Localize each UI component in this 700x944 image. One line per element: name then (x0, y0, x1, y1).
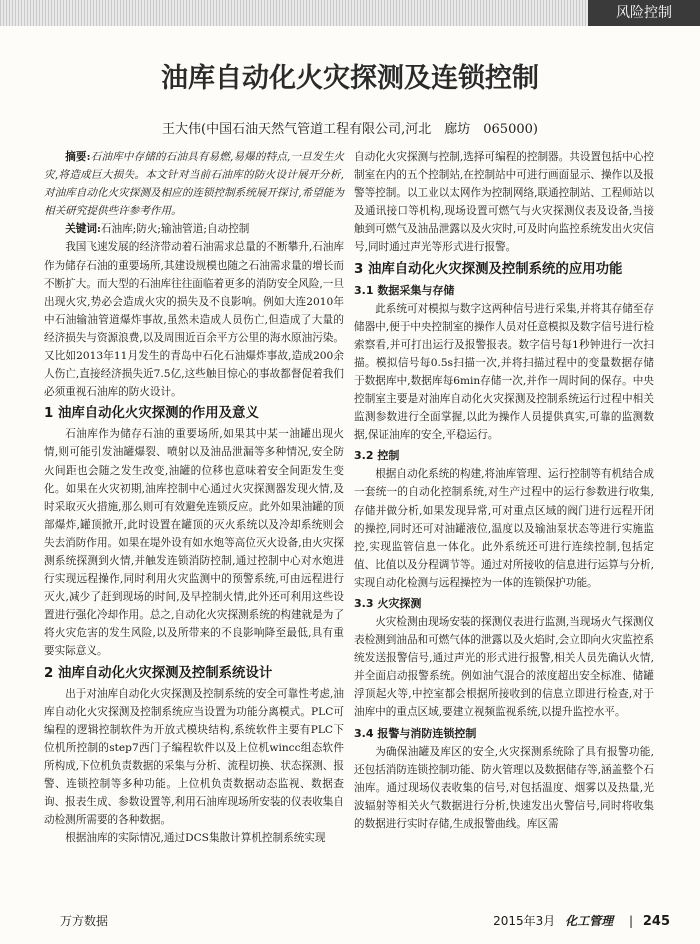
section-2-paragraph-2: 根据油库的实际情况,通过DCS集散计算机控制系统实现 (65, 832, 326, 845)
section-3-4-paragraph: 为确保油罐及库区的安全,火灾探测系统除了具有报警功能,还包括消防连锁控制功能、防火管理以及数据储存等,涵盖整个石油库。通过现场仪表收集的信号,对包括温度、烟雾以及热量,光波辐射等相关火气数据进行分析,快速发出火警信号,同时将收集的数据进行实时存储,生成报警曲线。库区需 (354, 745, 654, 830)
footer-date: 2015年3月 (493, 914, 556, 928)
top-decorative-band (0, 0, 700, 26)
footer-publication (493, 912, 670, 929)
section-1-paragraph: 石油库作为储存石油的重要场所,如果其中某一油罐出现火情,则可能引发油罐爆裂、喷射以及油品泄漏等多种情况,安全防火间距也会随之发生改变,油罐的位移也意味着安全间距发生变化。如果在火灾初期,油库控制中心通过火灾探测器发现火情,及时采取灭火措施,那么则可有效避免连锁反应。此外如果油罐的顶部爆炸,罐顶掀开,此时设置在罐顶的灭火系统以及冷却系统则会失去消防作用。如果在堤外设有如水炮等高位灭火设备,由火灾探测系统探测到火情,并触发连锁消防控制,通过控制中心对水炮进行实现远程操作,同时利用火灾监测中的预警系统,可由远程进行灭火,减少了赶到现场的时间,及早控制火情,此外还可利用这些设置进行强化冷却作用。总之,自动化火灾探测系统的构建就是为了将火灾危害的发生风险,以及所带来的不良影响降至最低,具有重要实际意义。 (44, 428, 344, 658)
section-3-2-heading: 3.2 控制 (354, 449, 400, 463)
abstract (44, 148, 344, 220)
author-line: 王大伟(中国石油天然气管道工程有限公司,河北 廊坊 065000) (162, 122, 538, 137)
section-2-heading: 2 油库自动化火灾探测及控制系统设计 (44, 665, 273, 681)
page-number: 245 (642, 914, 670, 929)
abstract-label: 摘要: (65, 151, 91, 163)
section-3-2-paragraph: 根据自动化系统的构建,将油库管理、运行控制等有机结合成一套统一的自动化控制系统,对生产过程中的运行参数进行收集,存储并做分析,如果发现异常,可对重点区域的阀门进行远程开闭的操控,同时还可对油罐液位,温度以及输油泵状态等进行实施监控,实现监管信息一体化。此外系统还可进行连续控制,包括定值、比值以及分程调节等。通过对所接收的信息进行运算与分析,实现自动化检测与远程操控为一体的连锁保护功能。 (354, 468, 654, 589)
section-2-paragraph-1: 出于对油库自动化火灾探测及控制系统的安全可靠性考虑,油库自动化火灾探测及控制系统应当设置为功能分离模式。PLC可编程的逻辑控制软件为开放式模块结构,系统软件主要有PLC下位机所控制的step7西门子编程软件以及上位机wincc组态软件所构成,下位机负责数据的采集与分析、流程切换、状态探测、报警、连锁控制等多种功能。上位机负责数据动态监视、数据查询、报表生成、参数设置等,利用石油库现场所安装的仪表收集自动检测所需要的各种数据。 (44, 687, 344, 827)
article-title: 油库自动化火灾探测及连锁控制 (161, 63, 539, 94)
footer-separator: | (628, 914, 634, 928)
keywords-text: 石油库;防火;输油管道;自动控制 (100, 223, 250, 236)
section-1-heading: 1 油库自动化火灾探测的作用及意义 (44, 406, 259, 422)
section-3-1-paragraph: 此系统可对模拟与数字这两种信号进行采集,并将其存储至存储器中,便于中央控制室的操作人员对任意模拟及数字信号进行检索察看,并可打出运行及报警报表。数字信号每1秒钟进行一次扫描。模拟信号每0.5s扫描一次,并将扫描过程中的变量数据存储于数据库中,数据库每6min存储一次,并作一周时间的保存。中央控制室主要是对油库自动化火灾探测及控制系统运行过程中相关监测参数进行全面掌握,以此为操作人员提供真实,可靠的监测数据,保证油库的安全,平稳运行。 (354, 302, 654, 442)
section-3-3-paragraph: 火灾检测由现场安装的探测仪表进行监测,当现场火气探测仪表检测到油品和可燃气体的泄露以及火焰时,会立即向火灾监控系统发送报警信号,通过声光的形式进行报警,相关人员先确认火情,并全面启动报警系统。例如油气混合的浓度超出安全标准、储罐浮顶起火等,中控室都会根据所接收到的信息立即进行检查,对于油库中的重点区域,要建立视频监视系统,以提升监控水平。 (354, 615, 654, 719)
section-3-1-heading: 3.1 数据采集与存储 (354, 283, 455, 297)
footer-watermark: 万方数据 (60, 914, 109, 928)
left-column (44, 148, 344, 847)
section-3-heading: 3 油库自动化火灾探测及控制系统的应用功能 (354, 261, 623, 277)
section-3-4-heading: 3.4 报警与消防连锁控制 (354, 726, 477, 740)
section-3-3-heading: 3.3 火灾探测 (354, 596, 422, 610)
intro-paragraph: 我国飞速发展的经济带动着石油需求总量的不断攀升,石油库作为储存石油的重要场所,其建设规模也随之石油需求量的增长而不断扩大。而大型的石油库往往面临着更多的消防安全风险,一旦出现火灾,势必会造成火灾的损失及不良影响。例如大连2010年中石油输油管道爆炸事故,虽然未造成人员伤亡,但造成了大量的经济损失与资源浪费,以及周围近百余平方公里的海水原油污染。又比如2013年11月发生的青岛中石化石油爆炸事故,造成200余人伤亡,直接经济损失近7.5亿,这些触目惊心的事故都督促着我们必须重视石油库的防火设计。 (44, 241, 344, 399)
footer-journal: 化工管理 (565, 914, 614, 928)
continued-paragraph: 自动化火灾探测与控制,选择可编程的控制器。共设置包括中心控制室在内的五个控制站,在控制站中可进行画面显示、操作以及报警等控制。以工业以太网作为控制网络,联通控制站、工程师站以及通讯接口等机构,现场设置可燃气与火灾探测仪表及设备,当接触到可燃气及油品泄露以及火灾时,可及时向监控系统发出火灾信号,同时通过声光等形式进行报警。 (354, 151, 654, 254)
right-column (354, 148, 654, 833)
keywords-label: 关键词: (65, 223, 101, 236)
keywords (44, 220, 344, 238)
abstract-text: 石油库中存储的石油具有易燃,易爆的特点,一旦发生火灾,将造成巨大损失。本文针对当前石油库的防火设计展开分析,对油库自动化火灾探测及相应的连锁控制系统展开探讨,希望能为相关研究提供些许参考作用。 (44, 151, 344, 218)
section-tag: 风险控制 (588, 0, 700, 26)
